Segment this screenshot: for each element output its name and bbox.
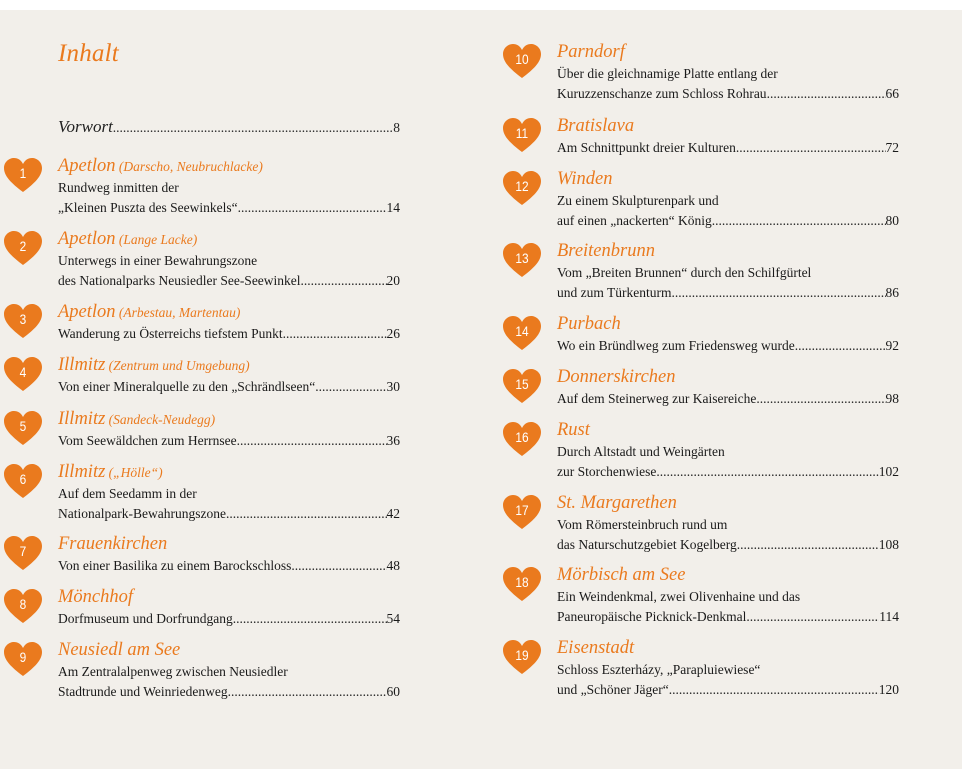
entry-description-text: Auf dem Steinerweg zur Kaisereiche — [557, 391, 757, 406]
dot-leader — [301, 273, 387, 289]
heart-number: 11 — [515, 125, 529, 141]
heart-number: 19 — [515, 647, 529, 663]
entry-description-line: Zu einem Skulpturenpark und — [557, 193, 719, 208]
entry-page: 72 — [885, 140, 899, 155]
heart-number: 5 — [19, 418, 27, 434]
heart-icon — [502, 243, 542, 279]
entry-description-line — [58, 684, 400, 700]
entry-description-line — [58, 379, 400, 395]
entry-title — [58, 462, 163, 483]
dot-leader — [226, 506, 387, 522]
entry-page: 42 — [386, 506, 400, 521]
entry-description-text: Am Schnittpunkt dreier Kulturen — [557, 140, 736, 155]
entry-subtitle: (Sandeck-Neudegg) — [105, 412, 216, 427]
entry-title — [557, 420, 590, 441]
dot-leader — [315, 379, 386, 395]
heart-icon — [502, 422, 542, 458]
heart-icon — [502, 44, 542, 80]
entry-page: 20 — [386, 273, 400, 288]
dot-leader — [656, 464, 878, 480]
entry-description-text: Kuruzzenschanze zum Schloss Rohrau — [557, 86, 767, 101]
entry-description-text: Von einer Basilika zu einem Barockschloss — [58, 558, 292, 573]
entry-title — [557, 638, 634, 659]
entry-description-line — [557, 213, 899, 229]
entry-title — [557, 314, 621, 335]
entry-title — [58, 156, 263, 177]
entry-title-main: Apetlon — [58, 302, 116, 322]
entry-page: 26 — [386, 326, 400, 341]
entry-title — [557, 367, 676, 388]
heart-number: 10 — [515, 51, 529, 67]
entry-description-text: des Nationalparks Neusiedler See-Seewinkel — [58, 273, 301, 288]
heart-number: 9 — [19, 649, 27, 665]
entry-page: 66 — [885, 86, 899, 101]
entry-title — [557, 493, 677, 514]
heart-number: 8 — [19, 596, 27, 612]
entry-title-main: Mönchhof — [58, 587, 134, 607]
top-border — [0, 0, 962, 10]
entry-description-text: und zum Türkenturm — [557, 285, 672, 300]
dot-leader — [283, 326, 387, 342]
entry-title — [557, 565, 685, 586]
heart-number: 4 — [19, 364, 27, 380]
entry-title-main: Bratislava — [557, 116, 635, 136]
entry-title-main: Neusiedl am See — [58, 640, 181, 660]
entry-title — [58, 302, 240, 323]
dot-leader — [767, 86, 886, 102]
entry-description-line — [557, 464, 899, 480]
toc-entry-vorwort[interactable] — [58, 117, 400, 137]
entry-description-line — [557, 140, 899, 156]
entry-description-text: Nationalpark-Bewahrungszone — [58, 506, 226, 521]
entry-description-text: Vom Seewäldchen zum Herrnsee — [58, 433, 237, 448]
entry-page: 120 — [878, 682, 899, 697]
dot-leader — [113, 120, 393, 136]
entry-description-line: Über die gleichnamige Platte entlang der — [557, 66, 778, 81]
heart-number: 16 — [515, 429, 529, 445]
entry-title-main: Winden — [557, 169, 613, 189]
dot-leader — [736, 140, 886, 156]
entry-subtitle: (Darscho, Neubruchlacke) — [115, 159, 263, 174]
entry-title-main: Apetlon — [58, 229, 116, 249]
heart-number: 17 — [515, 502, 529, 518]
heart-icon — [502, 369, 542, 405]
entry-description-text: Paneuropäische Picknick-Denkmal — [557, 609, 747, 624]
entry-description-line: Rundweg inmitten der — [58, 180, 179, 195]
entry-page: 30 — [386, 379, 400, 394]
heart-number: 3 — [19, 311, 27, 327]
entry-title-main: Purbach — [557, 314, 621, 334]
entry-subtitle: (Lange Lacke) — [115, 232, 198, 247]
entry-title — [557, 169, 613, 190]
heart-icon — [502, 118, 542, 154]
entry-title — [58, 409, 215, 430]
entry-title-main: Eisenstadt — [557, 638, 635, 658]
dot-leader — [746, 609, 879, 625]
entry-subtitle: (Arbestau, Martentau) — [115, 305, 241, 320]
heart-icon — [3, 158, 43, 194]
entry-subtitle: (Zentrum und Umgebung) — [105, 358, 250, 373]
vorwort-page: 8 — [393, 120, 400, 135]
entry-description-line: Ein Weindenkmal, zwei Olivenhaine und das — [557, 589, 801, 604]
heart-icon — [3, 411, 43, 447]
entry-description-line — [58, 200, 400, 216]
entry-title-main: Apetlon — [58, 156, 116, 176]
entry-page: 48 — [386, 558, 400, 573]
entry-description-line: Vom Römersteinbruch rund um — [557, 517, 728, 532]
entry-page: 108 — [878, 537, 899, 552]
dot-leader — [233, 611, 387, 627]
entry-page: 114 — [879, 609, 899, 624]
entry-title — [58, 640, 180, 661]
heart-icon — [502, 495, 542, 531]
dot-leader — [669, 682, 879, 698]
entry-description-line — [557, 682, 899, 698]
entry-description-line — [58, 273, 400, 289]
entry-description-text: „Kleinen Puszta des Seewinkels“ — [58, 200, 238, 215]
entry-description-line: Auf dem Seedamm in der — [58, 486, 197, 501]
entry-page: 36 — [386, 433, 400, 448]
entry-title-main: Breitenbrunn — [557, 241, 655, 261]
heart-icon — [3, 536, 43, 572]
entry-title-main: Illmitz — [58, 355, 106, 375]
heart-number: 15 — [515, 376, 529, 392]
heart-icon — [502, 567, 542, 603]
entry-title-main: Illmitz — [58, 462, 106, 482]
entry-description-line — [557, 537, 899, 553]
entry-title — [58, 229, 197, 250]
entry-page: 54 — [386, 611, 400, 626]
entry-title — [58, 355, 250, 376]
dot-leader — [237, 433, 387, 449]
entry-page: 80 — [885, 213, 899, 228]
entry-description-text: und „Schöner Jäger“ — [557, 682, 669, 697]
entry-page: 86 — [885, 285, 899, 300]
heart-number: 1 — [19, 165, 27, 181]
entry-description-line: Am Zentralalpenweg zwischen Neusiedler — [58, 664, 288, 679]
entry-title — [557, 241, 655, 262]
entry-description-line: Unterwegs in einer Bewahrungszone — [58, 253, 258, 268]
dot-leader — [228, 684, 387, 700]
entry-description-line — [557, 391, 899, 407]
entry-description-line: Vom „Breiten Brunnen“ durch den Schilfgürtel — [557, 265, 812, 280]
heart-icon — [3, 231, 43, 267]
entry-description-line — [58, 611, 400, 627]
dot-leader — [238, 200, 387, 216]
entry-title-main: Mörbisch am See — [557, 565, 686, 585]
entry-page: 60 — [386, 684, 400, 699]
entry-description-text: auf einen „nackerten“ König — [557, 213, 712, 228]
dot-leader — [712, 213, 886, 229]
entry-description-text: zur Storchenwiese — [557, 464, 657, 479]
entry-description-text: Dorfmuseum und Dorfrundgang — [58, 611, 233, 626]
heart-number: 18 — [515, 574, 529, 590]
entry-page: 98 — [885, 391, 899, 406]
page-title: Inhalt — [58, 40, 119, 67]
entry-description-text: Wo ein Bründlweg zum Friedensweg wurde — [557, 338, 795, 353]
heart-icon — [502, 316, 542, 352]
heart-number: 7 — [19, 543, 27, 559]
heart-icon — [3, 304, 43, 340]
entry-subtitle: („Hölle“) — [105, 465, 163, 480]
entry-description-line — [557, 86, 899, 102]
entry-title-main: Frauenkirchen — [58, 534, 168, 554]
dot-leader — [737, 537, 879, 553]
dot-leader — [795, 338, 886, 354]
entry-page: 92 — [885, 338, 899, 353]
entry-description-line — [58, 326, 400, 342]
entry-title — [557, 42, 625, 63]
entry-description-line: Durch Altstadt und Weingärten — [557, 444, 725, 459]
entry-description-text: Stadtrunde und Weinriedenweg — [58, 684, 228, 699]
entry-description-line — [557, 338, 899, 354]
entry-title-main: Illmitz — [58, 409, 106, 429]
dot-leader — [671, 285, 885, 301]
entry-title-main: Donnerskirchen — [557, 367, 676, 387]
heart-icon — [502, 640, 542, 676]
vorwort-label: Vorwort — [58, 117, 113, 136]
entry-description-line — [58, 558, 400, 574]
dot-leader — [756, 391, 885, 407]
entry-title-main: Rust — [557, 420, 590, 440]
entry-title — [557, 116, 634, 137]
entry-page: 102 — [878, 464, 899, 479]
heart-number: 14 — [515, 323, 529, 339]
heart-icon — [3, 642, 43, 678]
entry-description-text: Von einer Mineralquelle zu den „Schrändlseen“ — [58, 379, 316, 394]
entry-description-line — [557, 285, 899, 301]
entry-description-line — [58, 506, 400, 522]
entry-title-main: Parndorf — [557, 42, 625, 62]
heart-number: 2 — [19, 238, 27, 254]
dot-leader — [291, 558, 386, 574]
heart-icon — [3, 357, 43, 393]
entry-title-main: St. Margarethen — [557, 493, 677, 513]
entry-description-text: Wanderung zu Österreichs tiefstem Punkt — [58, 326, 283, 341]
entry-page: 14 — [386, 200, 400, 215]
heart-number: 12 — [515, 178, 529, 194]
entry-description-line: Schloss Eszterházy, „Parapluiewiese“ — [557, 662, 761, 677]
heart-icon — [3, 464, 43, 500]
heart-number: 13 — [515, 250, 529, 266]
entry-description-line — [557, 609, 899, 625]
entry-title — [58, 587, 133, 608]
heart-number: 6 — [19, 471, 27, 487]
entry-description-text: das Naturschutzgebiet Kogelberg — [557, 537, 737, 552]
entry-description-line — [58, 433, 400, 449]
entry-title — [58, 534, 167, 555]
heart-icon — [502, 171, 542, 207]
heart-icon — [3, 589, 43, 625]
